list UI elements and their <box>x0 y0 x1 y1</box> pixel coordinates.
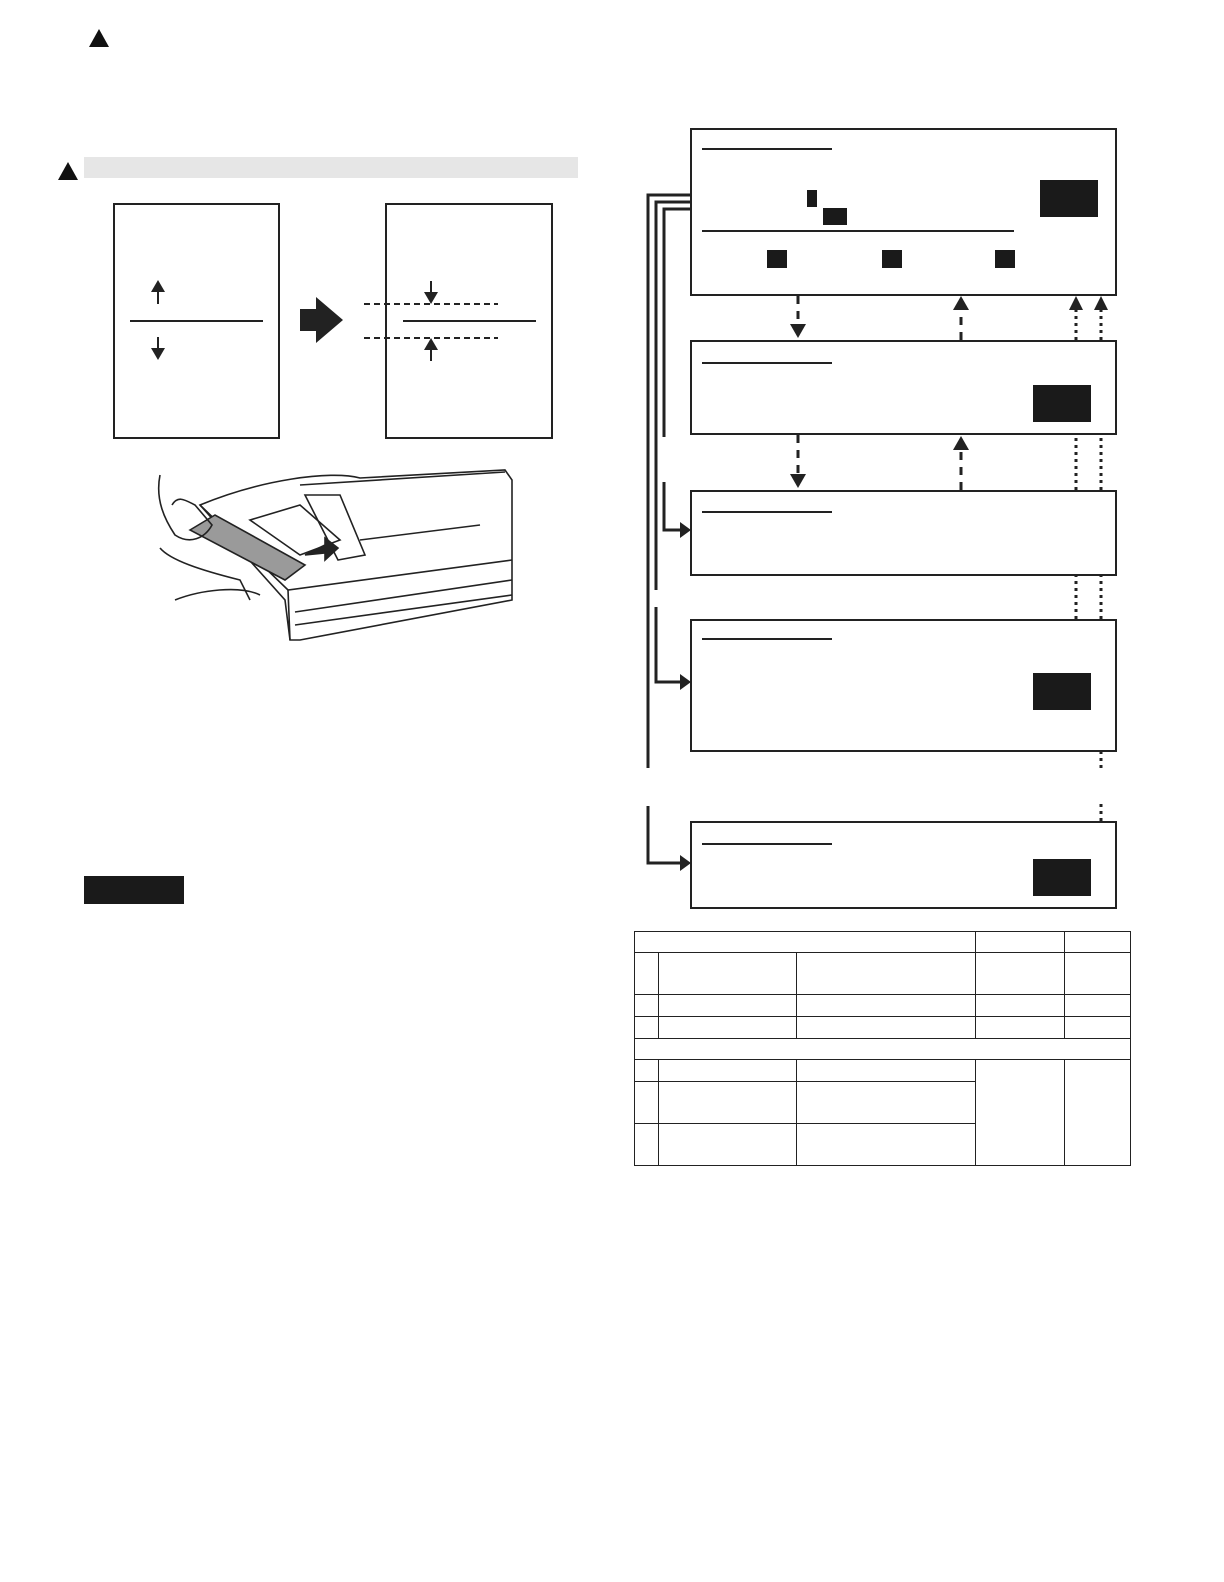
table-row <box>635 932 1131 953</box>
table-cell <box>976 932 1065 953</box>
table-section-cell <box>635 1039 1131 1060</box>
table-cell <box>1065 932 1131 953</box>
up-arrow-icon <box>1069 296 1083 310</box>
table-cell <box>797 1017 976 1039</box>
table-cell <box>1065 995 1131 1017</box>
table-cell <box>635 1060 659 1082</box>
up-arrow-icon <box>1094 296 1108 310</box>
table-cell <box>976 1060 1065 1166</box>
table-cell <box>635 953 659 995</box>
up-arrow-icon <box>151 280 165 304</box>
up-arrow-icon <box>953 436 969 450</box>
down-arrow-icon <box>790 474 806 488</box>
up-arrow-icon <box>953 296 969 310</box>
table-cell <box>635 932 976 953</box>
right-arrow-icon <box>680 522 691 538</box>
document-feeder-illustration <box>159 470 512 640</box>
table-cell <box>659 1060 797 1082</box>
table-cell <box>797 1060 976 1082</box>
table-cell <box>659 1124 797 1166</box>
table-cell <box>976 995 1065 1017</box>
table-cell <box>976 1017 1065 1039</box>
table-cell <box>635 995 659 1017</box>
table-cell <box>659 995 797 1017</box>
table-cell <box>797 1124 976 1166</box>
flow-dashed-arrows <box>798 296 961 490</box>
table-cell <box>635 1082 659 1124</box>
table-row <box>635 1039 1131 1060</box>
table-cell <box>659 1082 797 1124</box>
table-row <box>635 953 1131 995</box>
right-arrow-icon <box>300 297 343 343</box>
down-arrow-icon <box>424 281 438 304</box>
flow-dotted-return-lines <box>1076 308 1101 821</box>
table-row <box>635 995 1131 1017</box>
down-arrow-icon <box>790 324 806 338</box>
table-row <box>635 1017 1131 1039</box>
table-cell <box>635 1017 659 1039</box>
table-cell <box>659 953 797 995</box>
settings-table <box>634 931 1131 1166</box>
down-arrow-icon <box>151 337 165 360</box>
up-arrow-icon <box>424 338 438 361</box>
table-cell <box>635 1124 659 1166</box>
right-arrow-icon <box>680 855 691 871</box>
table-cell <box>797 1082 976 1124</box>
table-cell <box>976 953 1065 995</box>
table-cell <box>659 1017 797 1039</box>
table-cell <box>797 995 976 1017</box>
table-cell <box>1065 1017 1131 1039</box>
table-row <box>635 1060 1131 1082</box>
table-cell <box>797 953 976 995</box>
table-cell <box>1065 953 1131 995</box>
right-arrow-icon <box>680 674 691 690</box>
table-cell <box>1065 1060 1131 1166</box>
